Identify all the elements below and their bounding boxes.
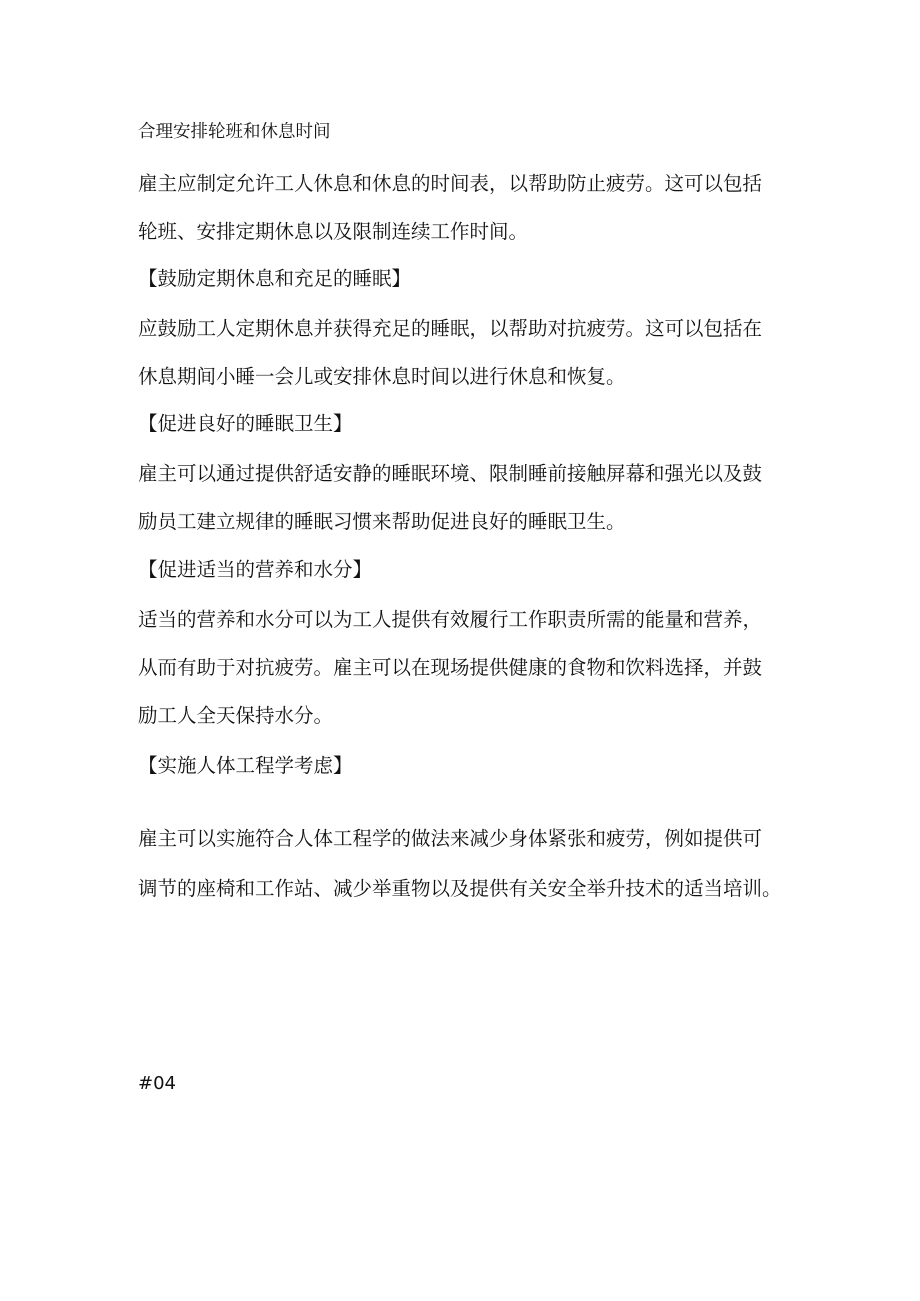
section-heading-rest-sleep: 【鼓励定期休息和充足的睡眠】 (138, 267, 412, 290)
paragraph-line: 雇主应制定允许工人休息和休息的时间表，以帮助防止疲劳。这可以包括 (138, 172, 763, 195)
section-heading-sleep-hygiene: 【促进良好的睡眠卫生】 (138, 412, 353, 435)
paragraph-line: 雇主可以通过提供舒适安静的睡眠环境、限制睡前接触屏幕和强光以及鼓 (138, 462, 763, 485)
paragraph-line: 休息期间小睡一会儿或安排休息时间以进行休息和恢复。 (138, 365, 626, 388)
paragraph-line: 应鼓励工人定期休息并获得充足的睡眠，以帮助对抗疲劳。这可以包括在 (138, 317, 763, 340)
paragraph-line: 励工人全天保持水分。 (138, 704, 334, 727)
section-heading-shift-rest: 合理安排轮班和休息时间 (138, 122, 331, 142)
paragraph-line: 调节的座椅和工作站、减少举重物以及提供有关安全举升技术的适当培训。 (138, 877, 782, 900)
paragraph-line: 励员工建立规律的睡眠习惯来帮助促进良好的睡眠卫生。 (138, 510, 626, 533)
section-heading-ergonomics: 【实施人体工程学考虑】 (138, 754, 353, 777)
paragraph-line: 雇主可以实施符合人体工程学的做法来减少身体紧张和疲劳，例如提供可 (138, 827, 763, 850)
paragraph-line: 适当的营养和水分可以为工人提供有效履行工作职责所需的能量和营养， (138, 608, 763, 631)
paragraph-line: 从而有助于对抗疲劳。雇主可以在现场提供健康的食物和饮料选择，并鼓 (138, 656, 763, 679)
section-heading-nutrition: 【促进适当的营养和水分】 (138, 558, 373, 581)
paragraph-line: 轮班、安排定期休息以及限制连续工作时间。 (138, 220, 529, 243)
page-number-marker: #04 (138, 1073, 176, 1094)
